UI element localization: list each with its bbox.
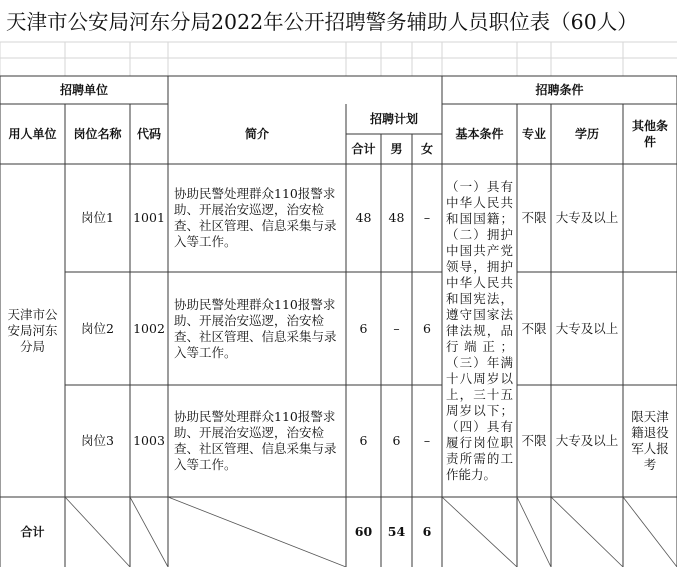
- header-recruit-plan: 招聘计划: [369, 112, 418, 126]
- row1-code: 1001: [133, 210, 165, 225]
- header-total: 合计: [351, 142, 376, 156]
- summary-male: 54: [387, 524, 406, 539]
- basic-conditions-text: （一）具有中华人民共和国国籍；（二）拥护中国共产党领导，拥护中华人民共和国宪法，遵守国家法律法规，品行端正；（三）年满十八周岁以上，三十五周岁以下；（四）具有履行岗位职责所需的工作能力。: [446, 178, 513, 482]
- row3-education: 大专及以上: [555, 433, 619, 448]
- row1-intro: 协助民警处理群众110报警求助、开展治安巡逻，治安检查、社区管理、信息采集与录入等工作。: [174, 186, 337, 249]
- row1-female: –: [423, 210, 431, 225]
- row2-education: 大专及以上: [555, 320, 619, 336]
- row2-major: 不限: [521, 320, 547, 336]
- row3-total: 6: [359, 433, 368, 448]
- row1-male: 48: [388, 210, 405, 225]
- row3-other: 限天津籍退役军人报考: [631, 409, 669, 472]
- row1-total: 48: [355, 210, 372, 225]
- header-employer: 用人单位: [8, 127, 57, 141]
- row2-code: 1002: [133, 320, 165, 336]
- header-female: 女: [420, 142, 433, 156]
- header-intro: 简介: [244, 127, 269, 141]
- row3-male: 6: [392, 433, 401, 448]
- row1-position: 岗位1: [81, 210, 114, 225]
- row2-intro: 协助民警处理群众110报警求助、开展治安巡逻，治安检查、社区管理、信息采集与录入等工作。: [174, 296, 337, 360]
- row3-position: 岗位3: [81, 433, 114, 448]
- row3-intro: 协助民警处理群众110报警求助、开展治安巡逻，治安检查、社区管理、信息采集与录入等工作。: [174, 409, 337, 472]
- row3-code: 1003: [133, 433, 165, 448]
- row1-major: 不限: [521, 210, 547, 225]
- header-basic-conditions: 基本条件: [455, 127, 504, 141]
- row2-female: 6: [423, 320, 431, 336]
- row3-major: 不限: [521, 433, 547, 448]
- header-recruit-conditions: 招聘条件: [535, 83, 584, 97]
- row2-position: 岗位2: [81, 320, 114, 336]
- header-major: 专业: [521, 127, 546, 141]
- page-title: 天津市公安局河东分局2022年公开招聘警务辅助人员职位表（60人）: [6, 10, 638, 34]
- row2-total: 6: [359, 320, 368, 336]
- header-position-name: 岗位名称: [73, 127, 122, 141]
- row2-other: [623, 272, 677, 385]
- row1-education: 大专及以上: [555, 210, 619, 225]
- basic-conditions-cell: [442, 164, 517, 497]
- row3-female: –: [423, 433, 431, 448]
- row2-male: –: [393, 320, 400, 336]
- header-male: 男: [390, 142, 403, 156]
- header-other-conditions: 其他条件: [631, 119, 668, 149]
- header-recruit-unit: 招聘单位: [59, 83, 108, 97]
- header-code: 代码: [136, 127, 161, 141]
- row1-other: [623, 164, 677, 272]
- summary-label: 合计: [20, 525, 45, 539]
- summary-total: 60: [354, 524, 373, 539]
- summary-female: 6: [422, 524, 432, 539]
- employer-cell: 天津市公安局河东分局: [7, 306, 58, 354]
- header-education: 学历: [574, 127, 599, 141]
